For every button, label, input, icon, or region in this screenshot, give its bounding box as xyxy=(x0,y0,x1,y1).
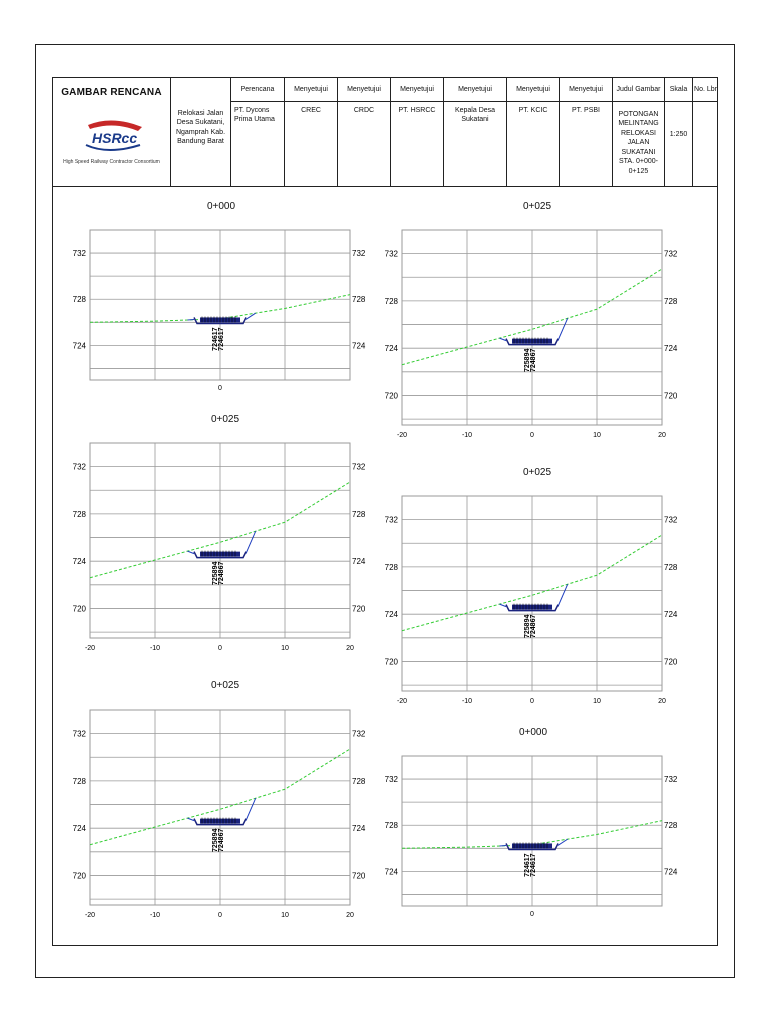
col-value-judul-gambar: POTONGAN MELINTANG RELOKASI JALAN SUKATANI STA. 0+000-0+125 xyxy=(613,102,665,187)
slope-line-right xyxy=(558,318,568,340)
logo-text: HSRcc xyxy=(92,130,138,146)
cross-section-chart-1 xyxy=(60,220,380,395)
elevation-label: 724867 xyxy=(530,614,537,638)
cross-section-chart-4 xyxy=(372,486,692,711)
y-tick-label-right: 724 xyxy=(352,557,366,567)
elevation-label: 725894 xyxy=(524,614,531,638)
slope-line-left xyxy=(188,818,195,821)
cross-section-chart-3 xyxy=(60,433,380,658)
elevation-label: 724617 xyxy=(218,327,225,351)
y-tick-label-left: 732 xyxy=(72,462,86,472)
y-tick-label-left: 724 xyxy=(72,341,86,351)
elevation-label: 724617 xyxy=(530,853,537,877)
col-header-judul-gambar: Judul Gambar xyxy=(613,77,665,102)
x-tick-label: -20 xyxy=(396,698,408,705)
slope-line-left xyxy=(500,338,507,341)
logo-subtitle: High Speed Railway Contractor Consortium xyxy=(63,159,160,165)
y-tick-label-right: 720 xyxy=(352,604,366,614)
col-header-menyetujui-5: Menyetujui xyxy=(507,77,560,102)
elevation-label: 724617 xyxy=(524,853,531,877)
col-value-menyetujui-3: PT. HSRCC xyxy=(391,102,444,187)
x-center-label: 0 xyxy=(218,385,222,392)
slope-line-left xyxy=(188,319,195,320)
y-tick-label-right: 732 xyxy=(664,515,678,525)
y-tick-label-left: 724 xyxy=(384,867,398,877)
x-tick-label: 20 xyxy=(346,645,354,652)
y-tick-label-right: 732 xyxy=(352,462,366,472)
slope-line-left xyxy=(500,604,507,607)
chart-title-4: 0+025 xyxy=(522,467,552,478)
y-tick-label-left: 720 xyxy=(72,604,86,614)
y-tick-label-right: 728 xyxy=(664,562,678,572)
y-tick-label-right: 720 xyxy=(664,391,678,401)
y-tick-label-right: 724 xyxy=(664,610,678,620)
cross-section-chart-5 xyxy=(60,700,380,925)
cross-section-chart-6 xyxy=(372,746,692,921)
y-tick-label-left: 732 xyxy=(72,249,86,259)
y-tick-label-right: 732 xyxy=(352,249,366,259)
y-tick-label-right: 732 xyxy=(664,775,678,785)
x-tick-label: 10 xyxy=(593,698,601,705)
title-block xyxy=(52,77,718,187)
y-tick-label-left: 724 xyxy=(384,610,398,620)
chart-title-5: 0+025 xyxy=(210,680,240,691)
y-tick-label-right: 724 xyxy=(664,867,678,877)
y-tick-label-left: 728 xyxy=(72,776,86,786)
slope-line-right xyxy=(246,798,256,820)
y-tick-label-left: 728 xyxy=(384,562,398,572)
x-tick-label: 10 xyxy=(281,912,289,919)
elevation-label: 725894 xyxy=(212,561,219,585)
y-tick-label-right: 728 xyxy=(664,296,678,306)
col-value-no-lbr xyxy=(693,102,718,187)
y-tick-label-right: 728 xyxy=(352,776,366,786)
col-value-perencana: PT. Dycons Prima Utama xyxy=(231,102,285,187)
y-tick-label-right: 728 xyxy=(664,821,678,831)
y-tick-label-left: 728 xyxy=(72,295,86,305)
drawing-label: GAMBAR RENCANA xyxy=(61,87,162,98)
x-tick-label: 0 xyxy=(218,912,222,919)
y-tick-label-left: 732 xyxy=(384,775,398,785)
col-value-menyetujui-1: CREC xyxy=(285,102,338,187)
y-tick-label-right: 732 xyxy=(664,249,678,259)
chart-title-3: 0+025 xyxy=(210,414,240,425)
y-tick-label-left: 732 xyxy=(72,729,86,739)
y-tick-label-left: 728 xyxy=(72,509,86,519)
x-tick-label: -20 xyxy=(84,912,96,919)
x-tick-label: -10 xyxy=(149,645,161,652)
elevation-label: 724867 xyxy=(218,561,225,585)
slope-line-left xyxy=(500,845,507,846)
y-tick-label-left: 720 xyxy=(384,657,398,667)
title-block-logo-cell xyxy=(52,77,171,187)
slope-line-left xyxy=(188,551,195,554)
y-tick-label-left: 728 xyxy=(384,296,398,306)
chart-title-1: 0+000 xyxy=(206,201,236,212)
col-value-skala: 1:250 xyxy=(665,102,693,187)
chart-title-2: 0+025 xyxy=(522,201,552,212)
x-tick-label: -20 xyxy=(396,432,408,439)
col-value-menyetujui-2: CRDC xyxy=(338,102,391,187)
y-tick-label-left: 720 xyxy=(384,391,398,401)
y-tick-label-right: 732 xyxy=(352,729,366,739)
col-header-menyetujui-2: Menyetujui xyxy=(338,77,391,102)
x-tick-label: -10 xyxy=(461,698,473,705)
y-tick-label-left: 732 xyxy=(384,249,398,259)
col-header-menyetujui-6: Menyetujui xyxy=(560,77,613,102)
col-header-perencana: Perencana xyxy=(231,77,285,102)
x-tick-label: 20 xyxy=(346,912,354,919)
slope-line-right xyxy=(246,531,256,553)
x-tick-label: 0 xyxy=(218,645,222,652)
y-tick-label-right: 720 xyxy=(352,871,366,881)
x-tick-label: 20 xyxy=(658,432,666,439)
col-header-no-lbr: No. Lbr xyxy=(693,77,718,102)
chart-title-6: 0+000 xyxy=(518,727,548,738)
elevation-label: 724617 xyxy=(212,327,219,351)
x-tick-label: 0 xyxy=(530,698,534,705)
y-tick-label-right: 720 xyxy=(664,657,678,667)
y-tick-label-left: 724 xyxy=(72,824,86,834)
x-tick-label: 10 xyxy=(593,432,601,439)
col-value-menyetujui-5: PT. KCIC xyxy=(507,102,560,187)
y-tick-label-right: 724 xyxy=(664,344,678,354)
x-tick-label: 20 xyxy=(658,698,666,705)
y-tick-label-left: 724 xyxy=(384,344,398,354)
x-center-label: 0 xyxy=(530,911,534,918)
y-tick-label-right: 728 xyxy=(352,295,366,305)
x-tick-label: -10 xyxy=(149,912,161,919)
y-tick-label-right: 728 xyxy=(352,509,366,519)
y-tick-label-left: 728 xyxy=(384,821,398,831)
x-tick-label: -20 xyxy=(84,645,96,652)
y-tick-label-left: 724 xyxy=(72,557,86,567)
x-tick-label: 10 xyxy=(281,645,289,652)
elevation-label: 724867 xyxy=(218,828,225,852)
slope-line-right xyxy=(558,584,568,606)
elevation-label: 725894 xyxy=(524,348,531,372)
y-tick-label-right: 724 xyxy=(352,341,366,351)
y-tick-label-right: 724 xyxy=(352,824,366,834)
project-name: Relokasi Jalan Desa Sukatani, Ngamprah Kab. Bandung Barat xyxy=(171,77,231,187)
cross-section-chart-2 xyxy=(372,220,692,445)
hsrcc-logo xyxy=(58,115,166,165)
col-header-menyetujui-1: Menyetujui xyxy=(285,77,338,102)
col-header-skala: Skala xyxy=(665,77,693,102)
y-tick-label-left: 732 xyxy=(384,515,398,525)
elevation-label: 725894 xyxy=(212,828,219,852)
x-tick-label: -10 xyxy=(461,432,473,439)
col-value-menyetujui-4: Kepala Desa Sukatani xyxy=(444,102,507,187)
y-tick-label-left: 720 xyxy=(72,871,86,881)
col-header-menyetujui-4: Menyetujui xyxy=(444,77,507,102)
col-value-menyetujui-6: PT. PSBI xyxy=(560,102,613,187)
elevation-label: 724867 xyxy=(530,348,537,372)
col-header-menyetujui-3: Menyetujui xyxy=(391,77,444,102)
x-tick-label: 0 xyxy=(530,432,534,439)
